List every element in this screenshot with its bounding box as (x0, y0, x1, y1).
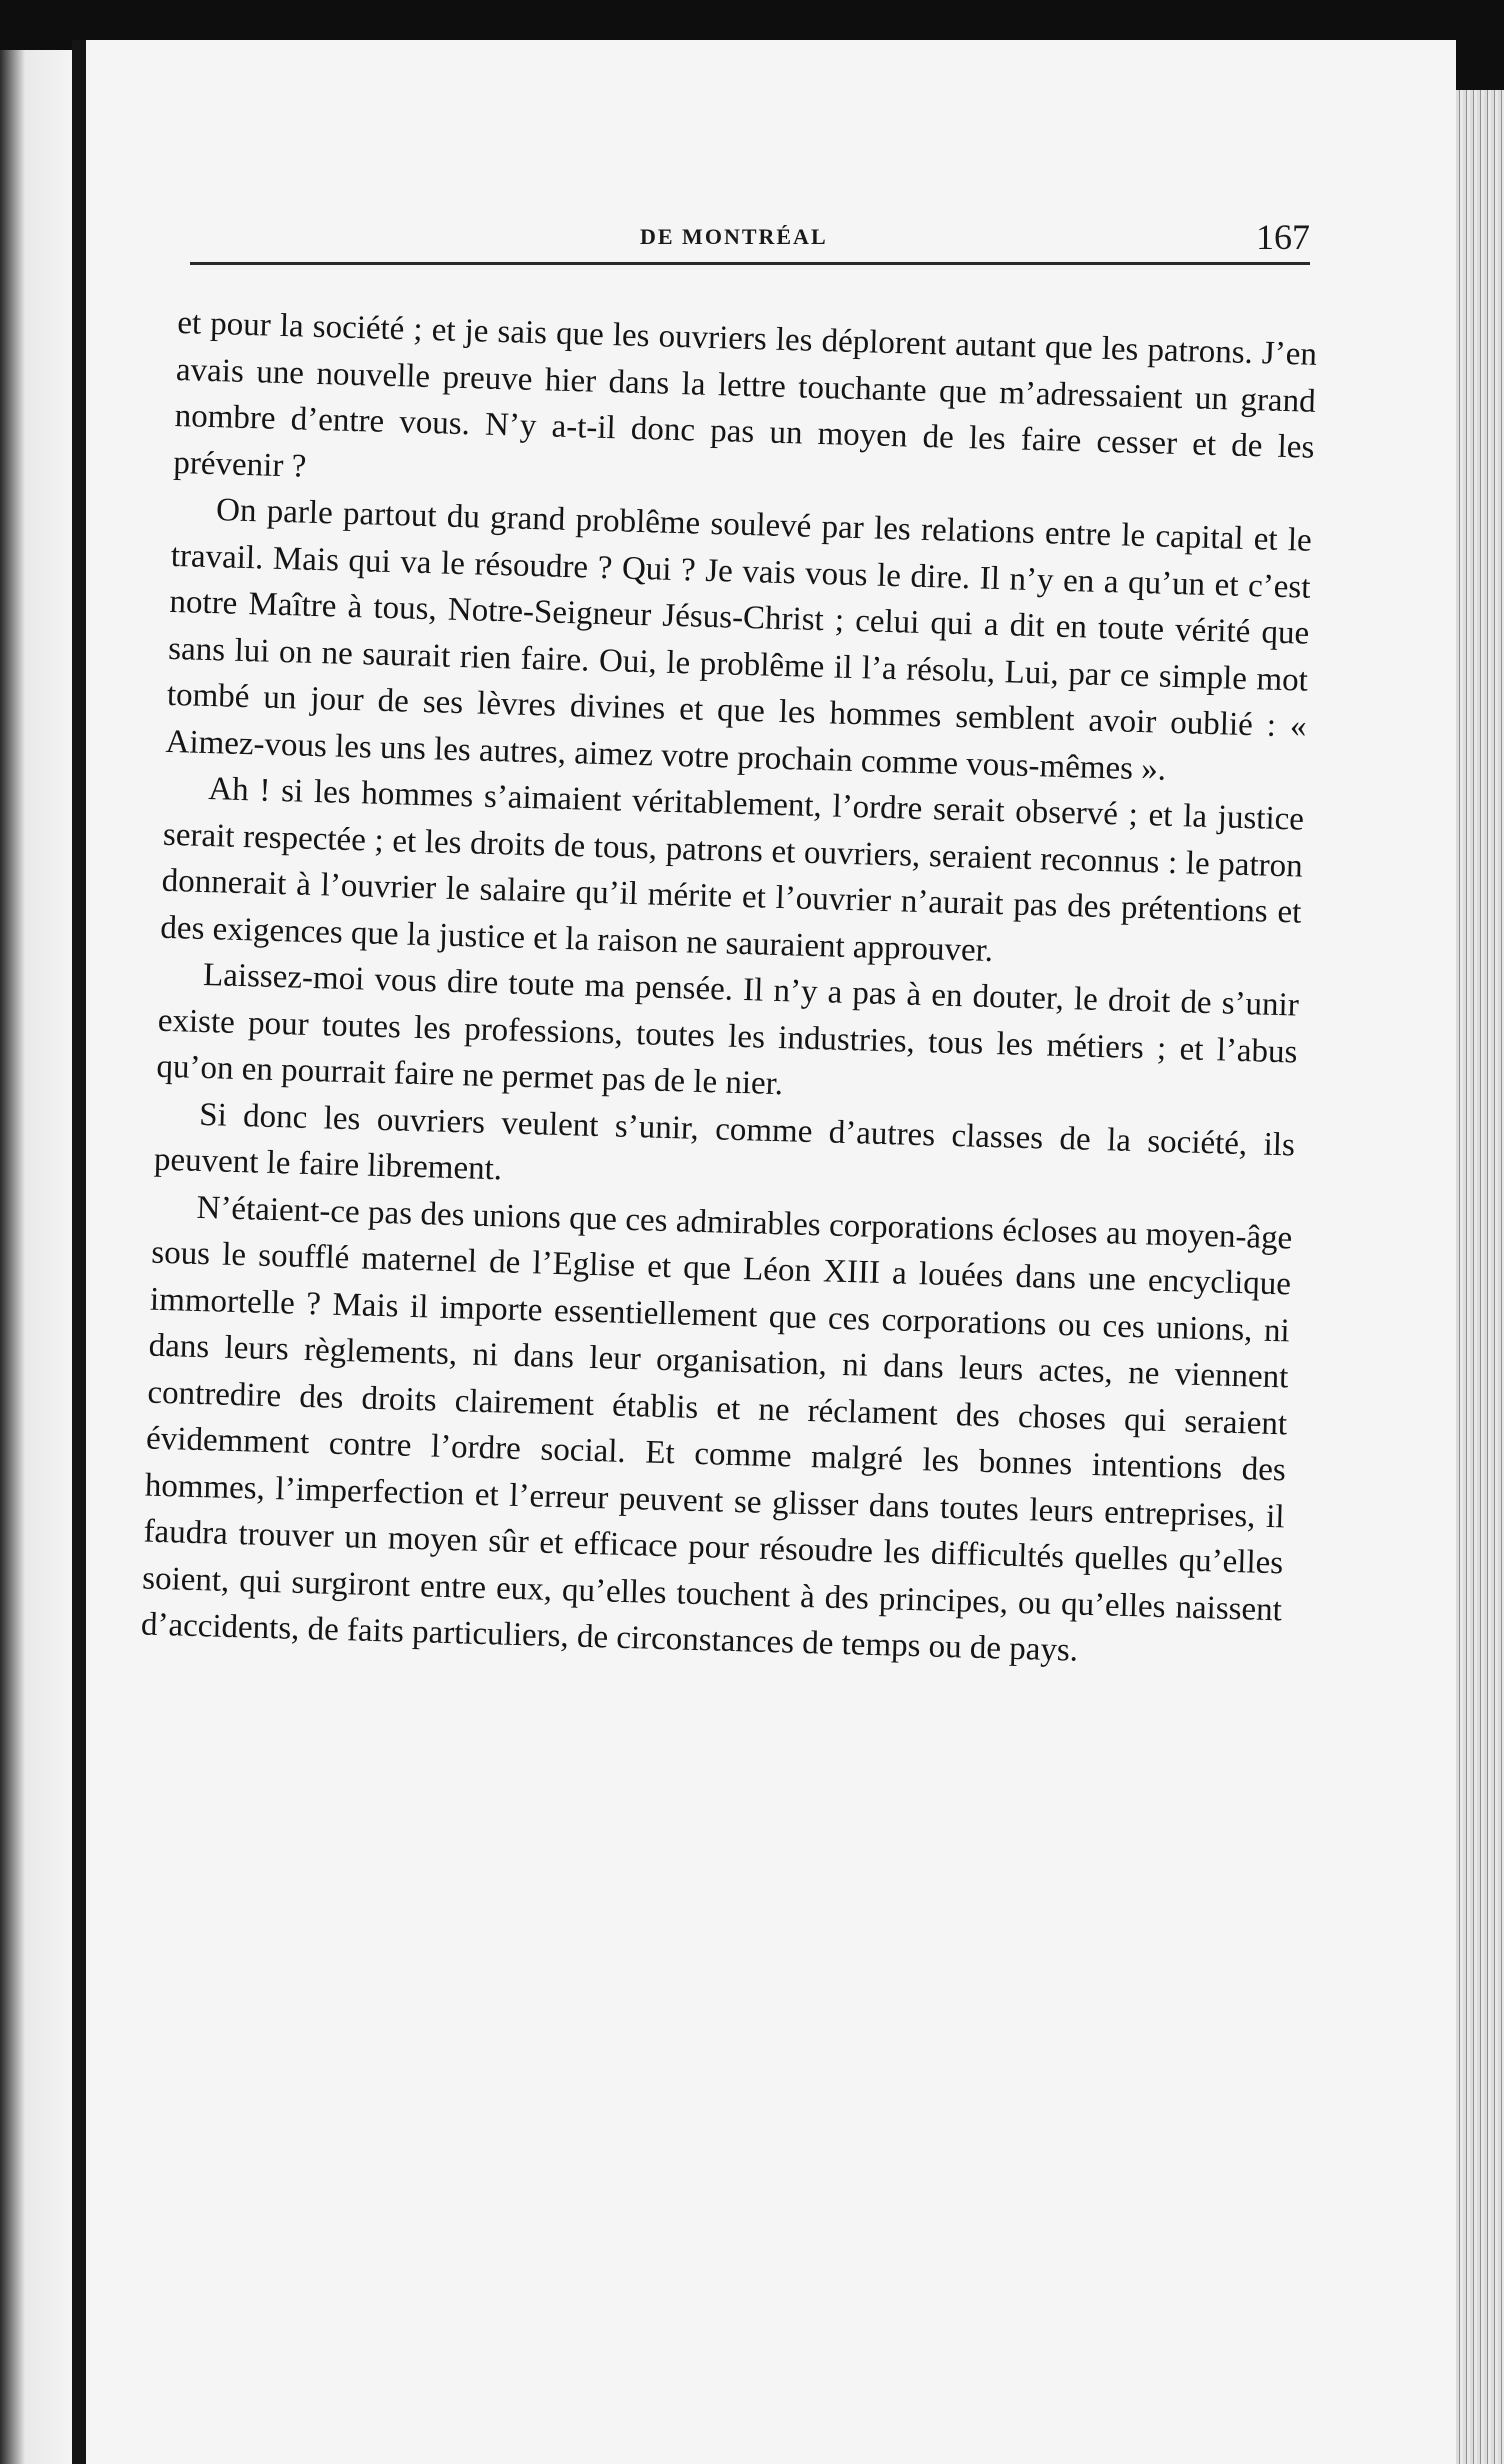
header-rule (190, 262, 1310, 265)
running-head (190, 216, 1310, 256)
body-text (140, 300, 1317, 1680)
paragraph: On parle partout du grand problême soulevé par les relations entre le capital et le travail. Mais qui va le résoudre ? Qui ? Je vais vous le dire. Il n’y en a qu’un et c’est notre Maître à tous, Notre-Seigneur Jésus-Christ ; celui qui a dit en toute vérité que sans lui on ne saurait rien faire. Oui, le problême il l’a résolu, Lui, par ce simple mot tombé un jour de ses lèvres divines et que les hommes semblent avoir oublié : « Aimez-vous les uns les autres, aimez votre prochain comme vous-mêmes ». (165, 492, 1313, 788)
page-number: 167 (1256, 217, 1310, 257)
page-stack-edge (1456, 90, 1504, 2464)
running-head-title: DE MONTRÉAL (640, 224, 828, 249)
previous-page-edge (0, 50, 72, 2464)
paragraph-continuation: et pour la société ; et je sais que les ouvriers les déplorent autant que les patrons. J’en avais une nouvelle preuve hier dans la lettre touchante que m’adressaient un grand nombre d’entre vous. N’y a-t-il donc pas un moyen de les faire cesser et de les prévenir ? (172, 304, 1318, 485)
gutter-shadow (72, 40, 86, 2464)
paragraph: N’étaient-ce pas des unions que ces admirables corporations écloses au moyen-âge sous le soufflé maternel de l’Eglise et que Léon XIII a louées dans une encyclique immortelle ? Mais il importe essentiellement que ces corporations ou ces unions, ni dans leurs règlements, ni dans leur organisation, ni dans leurs actes, ne viennent contredire des droits clairement établis et ne réclament des choses qui seraient évidemment contre l’ordre social. Et comme malgré les bonnes intentions des hommes, l’imperfection et l’erreur peuvent se glisser dans toutes leurs entreprises, il faudra trouver un moyen sûr et efficace pour résoudre les difficultés quelles qu’elles soient, qui surgiront entre eux, qu’elles touchent à des principes, ou qu’elles naissent d’accidents, de faits particuliers, de circonstances de temps ou de pays. (140, 1189, 1293, 1669)
paragraph: Laissez-moi vous dire toute ma pensée. Il n’y a pas à en douter, le droit de s’unir existe pour toutes les professions, toutes les industries, tous les métiers ; et l’abus qu’on en pourrait faire ne permet pas de le nier. (156, 956, 1300, 1103)
paragraph: Si donc les ouvriers veulent s’unir, comme d’autres classes de la société, ils peuvent le faire librement. (153, 1096, 1296, 1188)
paragraph: Ah ! si les hommes s’aimaient véritablement, l’ordre serait observé ; et la justice serait respectée ; et les droits de tous, patrons et ouvriers, seraient reconnus : le patron donnerait à l’ouvrier le salaire qu’il mérite et l’ouvrier n’aurait pas des prétentions et des exigences que la justice et la raison ne sauraient approuver. (159, 771, 1305, 969)
